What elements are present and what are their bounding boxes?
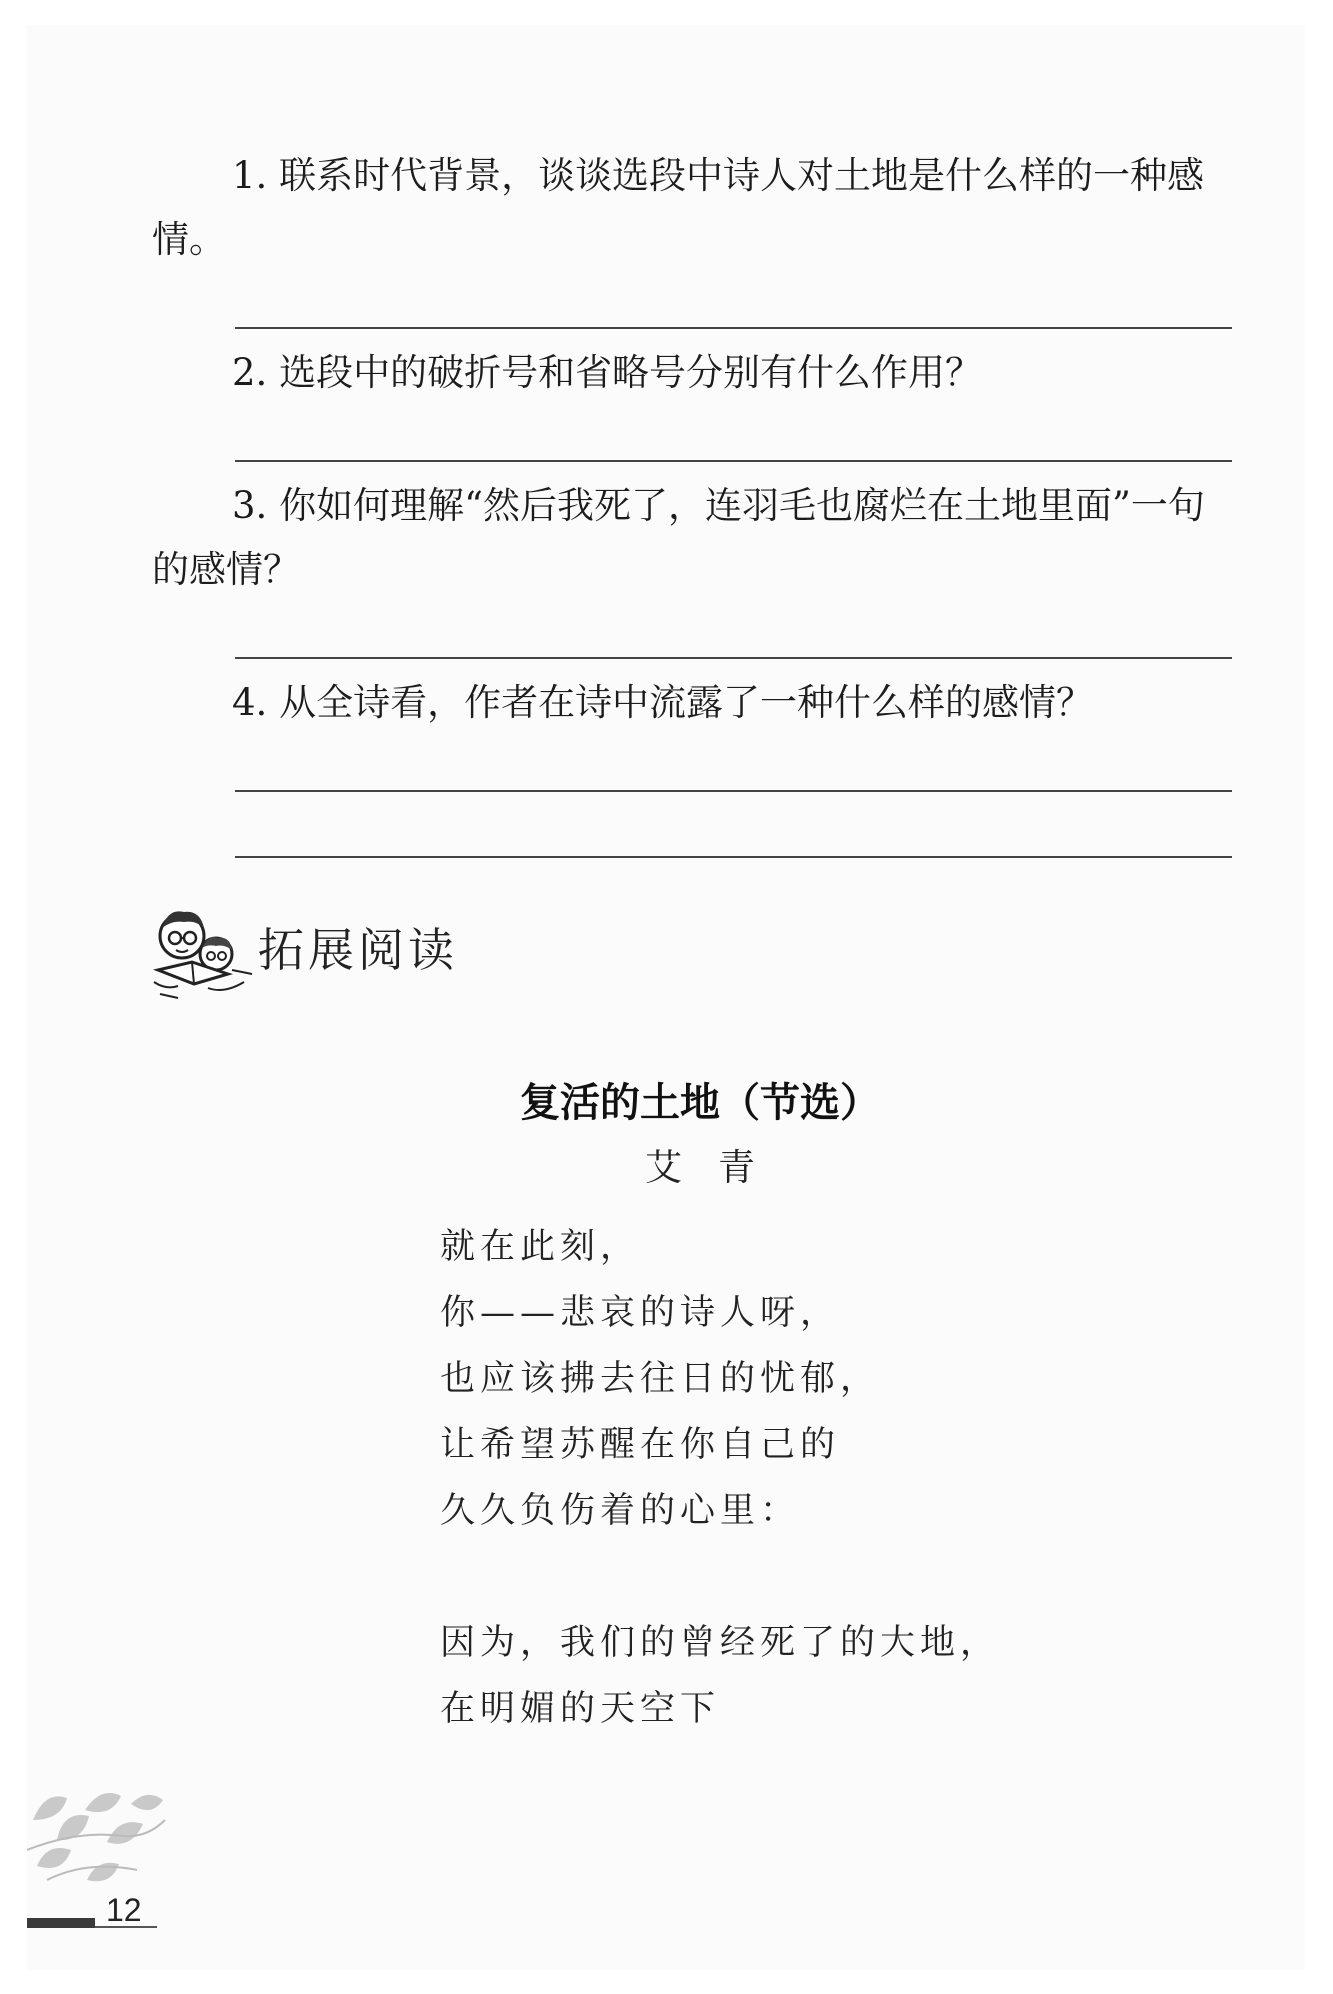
answer-line[interactable] xyxy=(235,327,1232,329)
question-1: 1. 联系时代背景，谈谈选段中诗人对土地是什么样的一种感情。 xyxy=(152,154,1205,261)
poem-line: 你——悲哀的诗人呀， xyxy=(440,1293,841,1333)
question-2: 2. 选段中的破折号和省略号分别有什么作用？ xyxy=(232,351,983,394)
poem-line: 也应该拂去往日的忧郁， xyxy=(440,1359,881,1399)
answer-line[interactable] xyxy=(235,856,1232,858)
answer-line[interactable] xyxy=(235,790,1232,792)
question-4: 4. 从全诗看，作者在诗中流露了一种什么样的感情？ xyxy=(232,681,1094,724)
poem-title: 复活的土地（节选） xyxy=(520,1080,880,1126)
poem-line: 因为，我们的曾经死了的大地， xyxy=(440,1623,1001,1663)
answer-line[interactable] xyxy=(235,657,1232,659)
answer-line[interactable] xyxy=(235,460,1232,462)
two-children-reading-icon xyxy=(148,898,256,1003)
poem-line: 久久负伤着的心里： xyxy=(440,1491,801,1531)
poem-line: 就在此刻， xyxy=(440,1227,641,1267)
poem-author: 艾青 xyxy=(645,1146,791,1189)
footer-bar xyxy=(27,1918,95,1928)
question-3: 3. 你如何理解“然后我死了，连羽毛也腐烂在土地里面”一句的感情？ xyxy=(152,484,1205,591)
section-title: 拓展阅读 xyxy=(258,923,458,977)
leaves-icon xyxy=(27,1780,167,1900)
poem-line: 让希望苏醒在你自己的 xyxy=(440,1425,841,1465)
poem-line: 在明媚的天空下 xyxy=(440,1689,721,1729)
page-number: 12 xyxy=(106,1892,142,1928)
